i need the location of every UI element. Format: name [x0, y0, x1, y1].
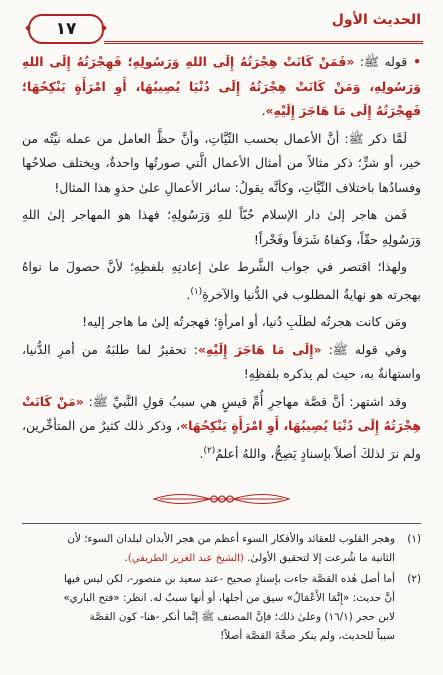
footnote-line-text: لابن حجر (١٦/١) وعلىٰ ذلك؛ فإنَّ المصنف ﷺ إنَّما أنكر -هنا- كون القصَّة: [89, 611, 395, 623]
footnote-line: [22, 608, 395, 627]
paragraph-text: ومَن كانت هجرتُه لطلَبِ دُنيا، أو امرأةٍ؛ فهجرتُه إلىٰ ما هاجر إليه!: [82, 314, 407, 330]
footnote-line: [22, 570, 395, 589]
footnote-line: [22, 627, 395, 646]
paragraph-text: لَمَّا ذكر ﷺ: أنَّ الأعمال بحسب النِّيَّاتِ، وأنَّ حظَّ العامل من عمله نيَّتُه من خير، أو شرٍّ؛ ذكر مثالاً من أمثال الأعمال الَّتي صورتُها واحدةٌ، ويختلف صلاحُها وفسادُها باختلاف النِّيَّاتِ، وكأنَّه يقولُ: سائر الأعمالِ علىٰ حذوِ هذا المثال!: [22, 130, 421, 195]
footnote-line-text: أنَّ حديث: «إِنَّمَا الأَعْمَالُ» سيق من أجلها، أو أنها سببٌ له. انظر: «فتح الباري»: [63, 592, 395, 604]
body-paragraph: [22, 50, 421, 124]
paragraph-text: فَمن هاجر إلىٰ دار الإسلام حُبّاً للهِ وَرَسُولِهِ؛ فهذا هو المهاجر إلىٰ اللهِ وَرَسُولِهِ حقّاً، وكفاهُ شَرَفاً وفَخْراً!: [22, 207, 421, 247]
body-paragraph: [22, 127, 421, 201]
footnote-line: [22, 530, 395, 549]
paragraph-text: : تحقيرٌ لما طلبَهُ من أمرِ الدُّنيا، واستهانةٌ به، حيث لم يذكره بلفظِهِ!: [22, 341, 421, 382]
footnote-number: (٢): [407, 573, 421, 585]
paragraph-text: ولهذا؛ اقتصر في جواب الشَّرط علىٰ إعادتِهِ بلفظِهِ؛ لأنَّ حصولَ ما نواهُ بهجرته هو نهايةُ المطلوب في الدُّنيا والآخرةِ: [22, 259, 421, 302]
body-paragraph: [22, 338, 421, 387]
hadith-quote: «فَمَنْ كَانَتْ هِجْرَتُهُ إِلَى اللهِ وَرَسُولِهِ؛ فَهِجْرَتُهُ إِلَى اللهِ وَرَسُولِهِ، وَمَنْ كَانَتْ هِجْرَتُهُ إِلَى دُنْيَا يُصِيبُهَا، أَوِ امْرَأَةٍ يَنْكِحُهَا؛ فَهِجْرَتُهُ إِلَى مَا هَاجَرَ إِلَيْهِ»: [22, 54, 421, 118]
footnote-line: [22, 549, 395, 568]
footnote-line-text: سبباً للحديث، ولم ينكر صحَّةَ القصَّة أصلاً!: [220, 630, 395, 642]
section-divider-ornament: [150, 488, 293, 510]
main-text: [22, 50, 421, 469]
footnote-line-text: وهجر القلوب للعقائد والأفكار السوء أعظم من هجر الأبدان لبلدان السوء؛ لأن: [67, 533, 395, 545]
paragraph-text: ، وذكر ذلك كثيرٌ من المتأخِّرين، ولم نرَ لذلكَ أصلاً بإسنادٍ يَصِحُّ، واللهُ أعلمُ: [22, 418, 421, 461]
header-rule: [104, 41, 423, 42]
page-header: [24, 10, 423, 44]
running-title: الحديث الأول: [331, 12, 421, 28]
footnote-number: (١): [407, 533, 421, 545]
paragraph-text: قوله ﷺ:: [354, 54, 408, 69]
body-paragraph: [22, 255, 421, 307]
footnote-line-text: .: [124, 552, 128, 564]
body-paragraph: [22, 310, 421, 335]
footnote-separator: [22, 523, 421, 524]
footnote: [22, 570, 421, 646]
footnote-citation: (الشيخ عبد العزيز الطريفي): [127, 553, 244, 564]
page-number: ١٧: [55, 19, 77, 39]
footnote-marker: (١): [190, 286, 203, 297]
page-number-badge: [28, 14, 104, 44]
paragraph-text: .: [199, 445, 204, 461]
footnotes: [22, 530, 421, 648]
footnote-line: [22, 589, 395, 608]
hadith-quote: «مَنْ كَانَتْ هِجْرَتُهُ إِلَى دُنْيَا يُصِيبُهَا، أَوِ امْرَأَةٍ يَنْكِحُهَا»: [22, 393, 422, 434]
hadith-quote: «إِلَى مَا هَاجَرَ إِلَيْهِ»: [197, 341, 322, 357]
paragraph-text: .: [186, 286, 191, 302]
footnote-line-text: أما أصل هٰذه القصَّة جاءت بإسنادٍ صحيح -عند سعيد بن منصور-، لكن ليس فيها: [64, 573, 395, 585]
body-paragraph: [22, 390, 421, 467]
bullet-marker: •: [407, 54, 422, 69]
footnote-text: [22, 570, 395, 646]
footnote: [22, 530, 421, 568]
paragraph-text: .: [261, 103, 266, 118]
footnote-line-text: الثانية ما شُرعت إلا لتحقيق الأولىٰ.: [243, 552, 395, 564]
header-rule-secondary: [104, 43, 423, 44]
body-paragraph: [22, 203, 421, 252]
footnote-text: [22, 530, 395, 568]
footnote-marker: (٢): [203, 445, 216, 456]
paragraph-text: وقد اشتهر: أنَّ قصَّة مهاجرِ أُمِّ قيسٍ هي سببُ قولِ النَّبيِّ ﷺ:: [83, 393, 407, 409]
paragraph-text: وفي قوله ﷺ:: [321, 341, 407, 357]
